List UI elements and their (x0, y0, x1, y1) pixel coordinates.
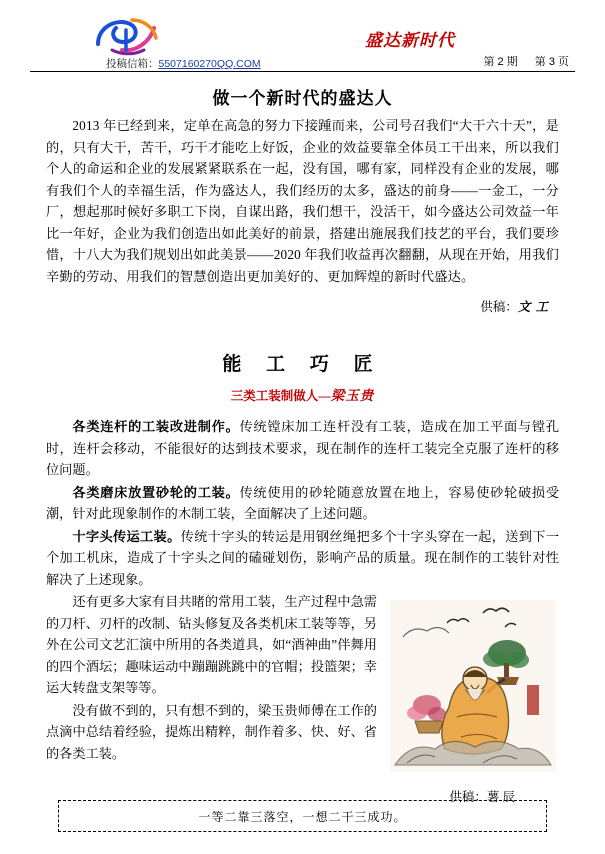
brand-title: 盛达新时代 (365, 31, 455, 50)
masthead-divider (30, 71, 575, 72)
article2-subtitle (46, 384, 559, 404)
article2-credit-name: 薯 辰 (486, 790, 515, 804)
article2-paragraph-2 (46, 482, 559, 525)
article2-paragraph-1 (46, 416, 559, 481)
article2-text-5: 没有做不到的，只有想不到的，梁玉贵师傅在工作的点滴中总结着经验，提炼出精粹，制作着多、快、好、省的各类工装。 (46, 702, 377, 761)
article2-paragraph-3 (46, 526, 559, 591)
article2-lead-2: 各类磨床放置砂轮的工装。 (72, 484, 240, 500)
masthead (0, 0, 605, 74)
article2-credit-label: 供稿： (449, 790, 487, 804)
footer-motto-box (58, 800, 547, 832)
article2-text-1: 传统镗床加工连杆没有工装，造成在加工平面与镗孔时，连杆会移动，不能很好的达到技术要求，现在制作的连杆工装完全克服了连杆的移位问题。 (46, 419, 560, 477)
submit-mailbox (106, 56, 261, 71)
article1-credit (46, 297, 559, 315)
article2-subtitle-prefix: 三类工装制做人— (230, 389, 331, 403)
issue-info (469, 53, 569, 69)
article2-title: 能 工 巧 匠 (222, 354, 383, 375)
article2-text-3: 传统十字头的转运是用钢丝绳把多个十字头穿在一起，送到下一个加工机床，造成了十字头之间的磕碰划伤，影响产品的质量。现在制作的工装针对性解决了上述现象。 (46, 528, 560, 587)
shengda-logo-icon (92, 14, 164, 58)
article2-text-2: 传统使用的砂轮随意放置在地上，容易使砂轮破损受潮，针对此现象制作的木制工装，全面解决了上述问题。 (46, 484, 560, 521)
article2-subtitle-author: 梁玉贵 (330, 388, 375, 403)
issue-number: 第 2 期 (483, 56, 518, 68)
article1-headline: 做一个新时代的盛达人 (212, 89, 393, 108)
article2-lead-3: 十字头传运工装。 (72, 528, 181, 544)
footer-motto: 一等二靠三落空，一想二干三成功。 (198, 809, 407, 824)
article1-body: 2013 年已经到来，定单在高急的努力下接踵而来，公司号召我们“大干六十天”，是的，只有大干，苦干，巧干才能吃上好饭，企业的效益要靠全体员工干出来，所以我们个人的命运和企业的发展紧紧联系在一起，没有国，哪有家，同样没有企业的发展，哪有我们个人的幸福生活，作为盛达人，我们经历的太多，盛达的前身——一金工，一分厂，想起那时候好多职工下岗，自谋出路，我们想干，没活干，如今盛达公司效益一年比一年好，企业为我们创造出如此美好的前景，搭建出施展我们技艺的平台，我们要珍惜，十八大为我们规划出如此美景——2020 年我们收益再次翻翻，从现在开始，用我们辛勤的劳动、用我们的智慧创造出更加美好的、更加辉煌的新时代盛达。 (46, 118, 559, 284)
article2-lead-1: 各类连杆的工装改进制作。 (72, 419, 240, 434)
article1-credit-label: 供稿： (480, 300, 518, 314)
page-number: 第 3 页 (534, 56, 569, 68)
immortal-illustration (387, 597, 559, 775)
article1-credit-name: 文 工 (517, 300, 549, 314)
submit-label: 投稿信箱： (106, 58, 159, 70)
article2-text-4: 还有更多大家有目共睹的常用工装，生产过程中急需的刀杆、刃杆的改制、钻头修复及各类机床工装等等，另外在公司文艺汇演中所用的各类道具，如“酒神曲”伴舞用的四个酒坛；趣味运动中蹦蹦跳跳中的官帽；投篮架；幸运大转盘支架等等。 (46, 594, 377, 695)
submit-email[interactable]: 5507160270QQ.COM (158, 58, 261, 70)
content-area (0, 84, 605, 805)
